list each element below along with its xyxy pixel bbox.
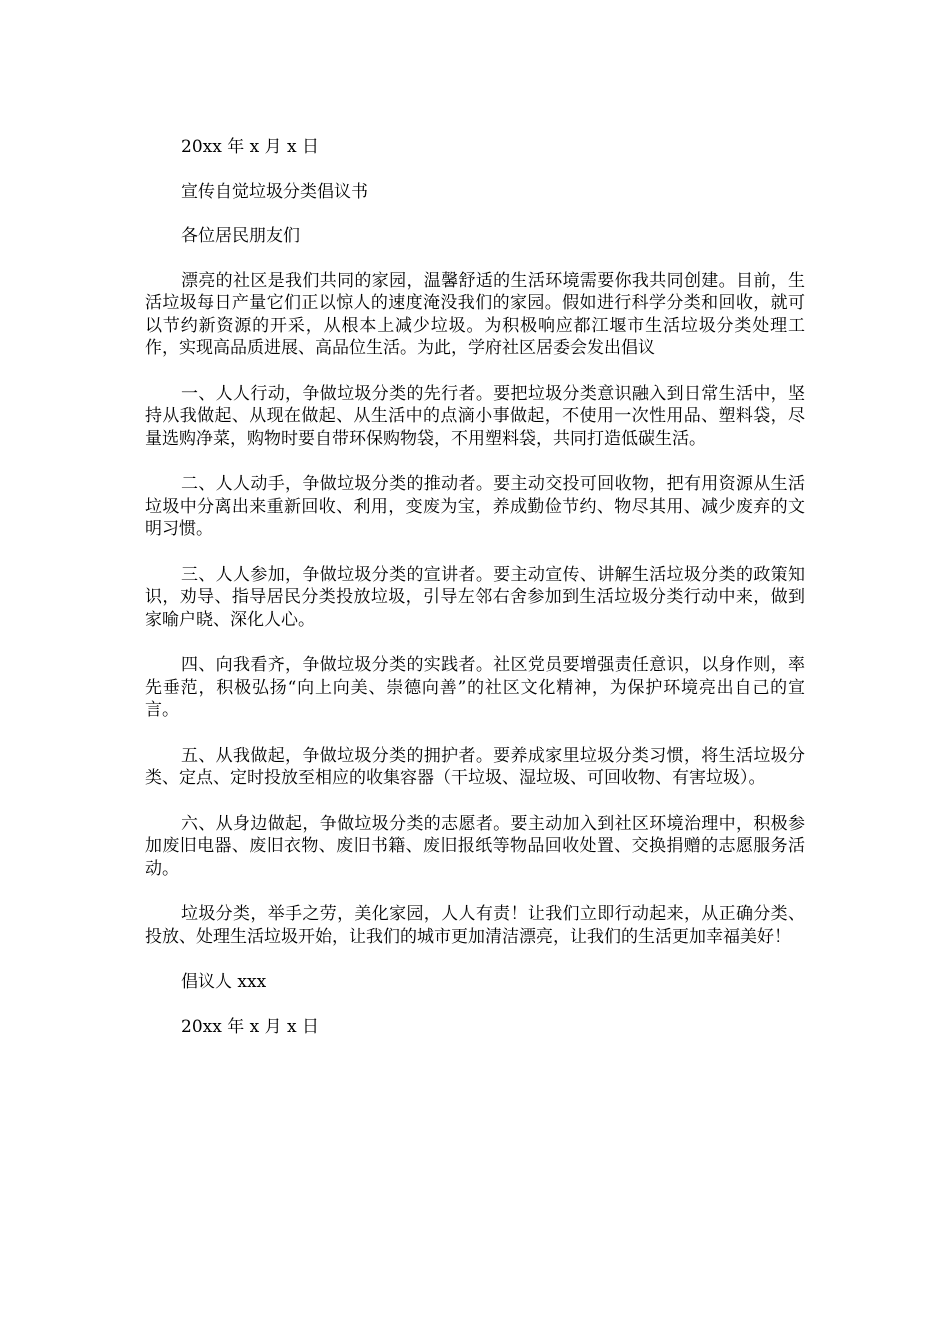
date-top: 20xx 年 x 月 x 日 [181,137,320,157]
paragraph-item-6: 六、从身边做起，争做垃圾分类的志愿者。要主动加入到社区环境治理中，积极参加废旧电器、废旧衣物、废旧书籍、废旧报纸等物品回收处置、交换捐赠的志愿服务活动。 [145,813,805,879]
paragraph-item-4: 四、向我看齐，争做垃圾分类的实践者。社区党员要增强责任意识，以身作则，率先垂范，积极弘扬“向上向美、崇德向善”的社区文化精神，为保护环境亮出自己的宣言。 [145,655,805,720]
paragraph-item-1: 一、人人行动，争做垃圾分类的先行者。要把垃圾分类意识融入到日常生活中，坚持从我做起、从现在做起、从生活中的点滴小事做起，不使用一次性用品、塑料袋，尽量选购净菜，购物时要自带环保购物袋，不用塑料袋，共同打造低碳生活。 [145,383,805,449]
paragraph-item-5: 五、从我做起，争做垃圾分类的拥护者。要养成家里垃圾分类习惯，将生活垃圾分类、定点、定时投放至相应的收集容器（干垃圾、湿垃圾、可回收物、有害垃圾）。 [145,745,805,788]
paragraph-item-3: 三、人人参加，争做垃圾分类的宣讲者。要主动宣传、讲解生活垃圾分类的政策知识，劝导、指导居民分类投放垃圾，引导左邻右舍参加到生活垃圾分类行动中来，做到家喻户晓、深化人心。 [145,564,805,630]
paragraph-closing: 垃圾分类，举手之劳，美化家园，人人有责！让我们立即行动起来，从正确分类、投放、处理生活垃圾开始，让我们的城市更加清洁漂亮，让我们的生活更加幸福美好！ [145,904,805,947]
signer: 倡议人 xxx [181,972,267,992]
paragraph-intro: 漂亮的社区是我们共同的家园，温馨舒适的生活环境需要你我共同创建。目前，生活垃圾每日产量它们正以惊人的速度淹没我们的家园。假如进行科学分类和回收，就可以节约新资源的开采，从根本上减少垃圾。为积极响应都江堰市生活垃圾分类处理工作，实现高品质进展、高品位生活。为此，学府社区居委会发出倡议 [145,270,805,358]
paragraph-item-2: 二、人人动手，争做垃圾分类的推动者。要主动交投可回收物，把有用资源从生活垃圾中分离出来重新回收、利用，变废为宝，养成勤俭节约、物尽其用、减少废弃的文明习惯。 [145,474,805,539]
document-body [145,136,805,1038]
date-bottom: 20xx 年 x 月 x 日 [181,1016,320,1037]
document-title: 宣传自觉垃圾分类倡议书 [181,181,368,202]
salutation: 各位居民朋友们 [181,226,300,246]
